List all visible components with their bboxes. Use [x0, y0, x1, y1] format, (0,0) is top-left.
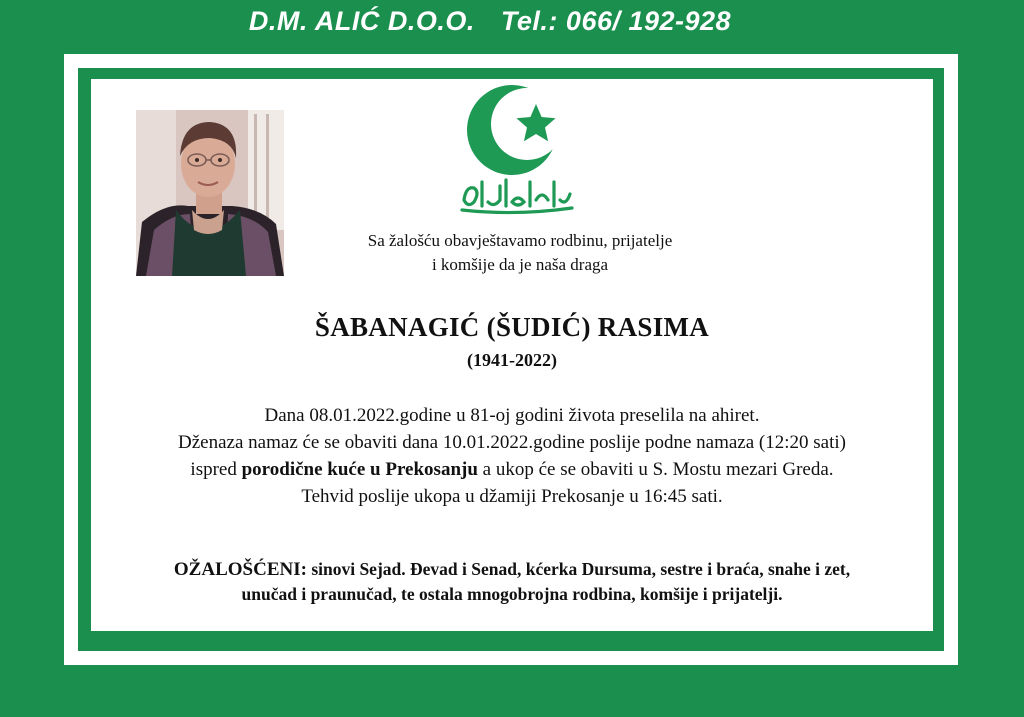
details-line-3-pre: ispred	[190, 459, 237, 480]
company-name: D.M. ALIĆ D.O.O.	[248, 6, 475, 36]
portrait-photo	[136, 110, 284, 276]
details-line-2: Dženaza namaz će se obaviti dana 10.01.2022.godine poslije podne namaza (12:20 sati)	[178, 432, 846, 453]
crescent-star-icon	[452, 82, 582, 217]
islamic-emblem	[452, 82, 582, 217]
details-line-3-post: a ukop će se obaviti u S. Mostu mezari Greda.	[482, 459, 834, 480]
mourners-line-1	[96, 557, 928, 582]
arabic-calligraphy-icon	[462, 180, 572, 213]
funeral-home-header	[0, 6, 980, 37]
details-location: porodične kuće u Prekosanju	[241, 459, 478, 480]
deceased-years: (1941-2022)	[467, 350, 557, 370]
intro-text	[330, 229, 710, 277]
mourners-line-2: unučad i praunučad, te ostala mnogobrojna rodbina, komšije i prijatelji.	[241, 584, 783, 604]
mourners-section	[96, 557, 928, 607]
details-line-4: Tehvid poslije ukopa u džamiji Prekosanje u 16:45 sati.	[301, 486, 723, 507]
details-line-3	[96, 456, 928, 483]
details-line-1: Dana 08.01.2022.godine u 81-oj godini života preselila na ahiret.	[264, 405, 760, 426]
intro-line-2: i komšije da je naša draga	[431, 255, 609, 274]
funeral-details	[96, 402, 928, 510]
mourners-list-1: sinovi Sejad. Đevad i Senad, kćerka Dursuma, sestre i braća, snahe i zet,	[311, 559, 851, 579]
company-phone: Tel.: 066/ 192-928	[500, 6, 732, 36]
deceased-name: ŠABANAGIĆ (ŠUDIĆ) RASIMA	[314, 312, 710, 342]
mourners-label: OŽALOŠĆENI:	[173, 559, 307, 580]
intro-line-1: Sa žalošću obavještavamo rodbinu, prijatelje	[367, 231, 673, 250]
